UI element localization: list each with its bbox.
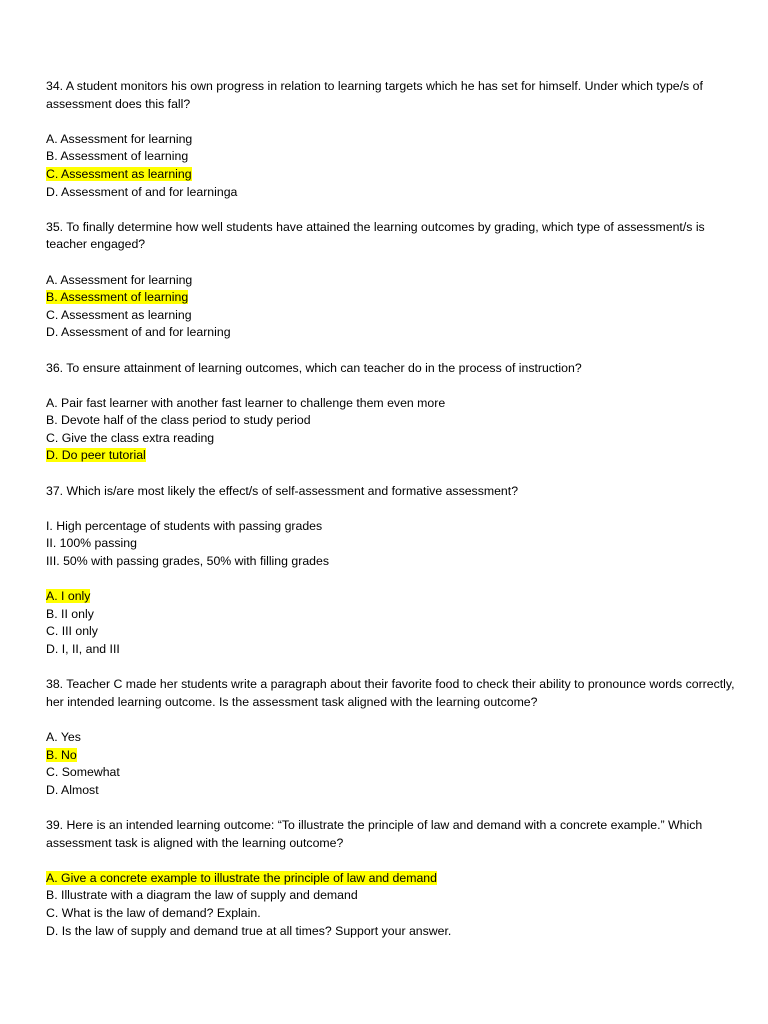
option-c: C. What is the law of demand? Explain. bbox=[46, 905, 261, 920]
answer-highlight: C. Assessment as learning bbox=[46, 166, 192, 181]
answer-highlight: A. I only bbox=[46, 589, 91, 604]
option-c: C. Give the class extra reading bbox=[46, 430, 215, 445]
answer-highlight: D. Do peer tutorial bbox=[46, 448, 146, 463]
answer-highlight: B. Assessment of learning bbox=[46, 290, 189, 305]
option-a: A. Yes bbox=[46, 729, 81, 744]
option-c-answer bbox=[46, 166, 736, 184]
option-a: A. Pair fast learner with another fast learner to challenge them even more bbox=[46, 395, 446, 410]
answer-highlight: A. Give a concrete example to illustrate the principle of law and demand bbox=[46, 870, 437, 885]
question-stem: 36. To ensure attainment of learning outcomes, which can teacher do in the process of instruction? bbox=[46, 360, 582, 375]
option-b-answer bbox=[46, 289, 736, 307]
question-stem: 37. Which is/are most likely the effect/s of self-assessment and formative assessment? bbox=[46, 483, 519, 498]
statement-iii: III. 50% with passing grades, 50% with filling grades bbox=[46, 554, 329, 569]
option-b: B. II only bbox=[46, 606, 94, 621]
option-a: A. Assessment for learning bbox=[46, 272, 193, 287]
question-38 bbox=[46, 676, 736, 799]
option-a-answer bbox=[46, 870, 736, 888]
option-d-answer bbox=[46, 447, 736, 465]
question-37 bbox=[46, 483, 736, 659]
option-d: D. I, II, and III bbox=[46, 642, 120, 656]
statement-ii: II. 100% passing bbox=[46, 536, 137, 551]
answer-highlight: B. No bbox=[46, 747, 77, 762]
spacer bbox=[46, 571, 736, 589]
option-c: C. Somewhat bbox=[46, 765, 120, 780]
option-d: D. Assessment of and for learninga bbox=[46, 184, 238, 199]
option-d: D. Is the law of supply and demand true at all times? Support your answer. bbox=[46, 923, 452, 938]
question-36 bbox=[46, 360, 736, 466]
question-stem: 35. To finally determine how well students have attained the learning outcomes by grading, which type of assessment/s is teacher engaged? bbox=[46, 219, 705, 252]
document-page bbox=[46, 78, 736, 958]
question-34 bbox=[46, 78, 736, 201]
option-a-answer bbox=[46, 588, 736, 606]
option-b: B. Devote half of the class period to study period bbox=[46, 413, 311, 428]
option-b-answer bbox=[46, 747, 736, 765]
question-stem: 34. A student monitors his own progress in relation to learning targets which he has set for himself. Under which type/s of assessment does this fall? bbox=[46, 79, 703, 111]
option-b: B. Illustrate with a diagram the law of supply and demand bbox=[46, 888, 358, 903]
question-35 bbox=[46, 219, 736, 342]
option-c: C. Assessment as learning bbox=[46, 307, 192, 322]
option-c: C. III only bbox=[46, 624, 98, 639]
option-d: D. Assessment of and for learning bbox=[46, 325, 231, 340]
option-b: B. Assessment of learning bbox=[46, 149, 189, 164]
statement-i: I. High percentage of students with passing grades bbox=[46, 518, 323, 533]
option-d: D. Almost bbox=[46, 782, 99, 797]
question-stem: 39. Here is an intended learning outcome: “To illustrate the principle of law and demand with a concrete example.” Which assessment task is aligned with the learning outcome? bbox=[46, 817, 703, 850]
option-a: A. Assessment for learning bbox=[46, 131, 193, 146]
question-stem: 38. Teacher C made her students write a paragraph about their favorite food to check their ability to pronounce words correctly, her intended learning outcome. Is the assessment task aligned with the learning outcome? bbox=[46, 677, 735, 709]
question-39 bbox=[46, 817, 736, 940]
